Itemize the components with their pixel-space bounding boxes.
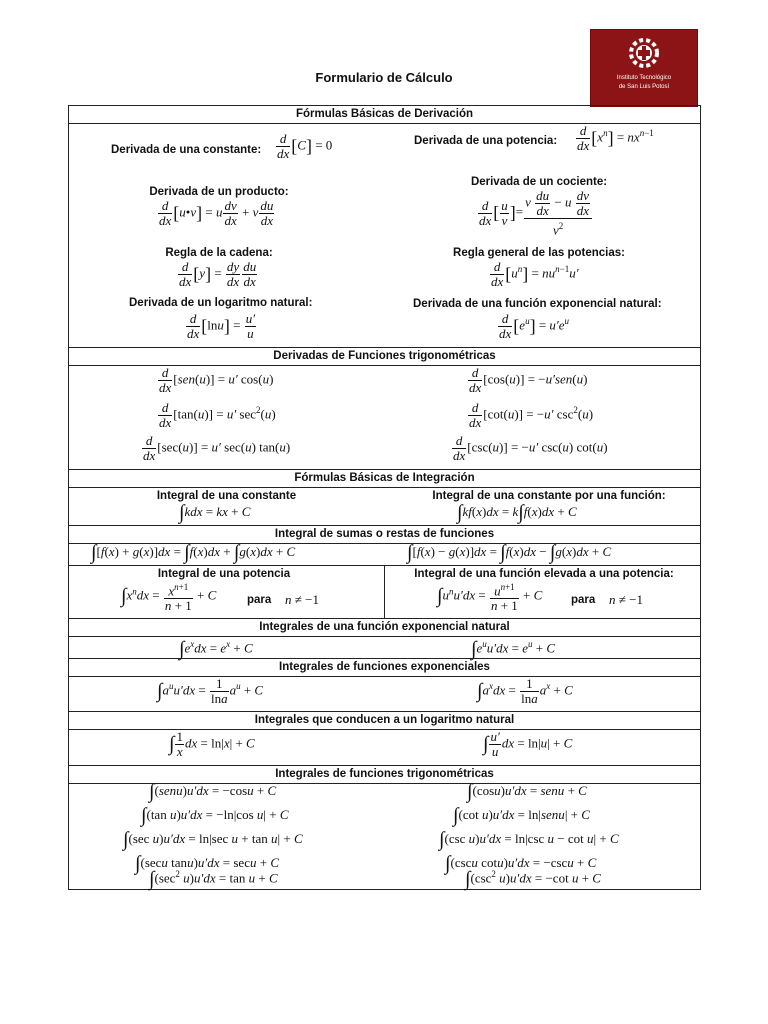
section-exponenciales: Integrales de funciones exponenciales	[279, 661, 490, 673]
section-sumas: Integral de sumas o restas de funciones	[274, 528, 495, 540]
page-title: Formulario de Cálculo	[315, 70, 453, 85]
label-int-constante: Integral de una constante	[156, 490, 297, 502]
formula-d-cot: $\frac{d}{dx}$ [cot(u)] = −u′ $\csc^2(u)$	[469, 400, 594, 430]
formula-int-func-elevada: $\int u^nu'dx$ = $\frac{u^{n+1}}{n + 1}$ + C	[437, 582, 543, 614]
label-gen-potencias: Regla general de las potencias:	[453, 247, 625, 259]
formula-cadena: $\frac{d}{dx}$ [y] = $\frac{dy}{dx}$ $\frac{du}{dx}$	[179, 259, 257, 289]
formula-sheet	[68, 105, 701, 890]
formula-d-tan: $\frac{d}{dx}$ [tan(u)] = u′ $\sec^2(u)$	[159, 400, 276, 430]
gear-logo-icon	[621, 35, 667, 75]
label-cadena: Regla de la cadena:	[165, 247, 273, 259]
formula-logaritmo: $\frac{d}{dx}$ [lnu] = $\frac{u'}{u}$	[187, 311, 256, 341]
formula-int-eu: $\int e^uu'dx = e^u + C$	[471, 637, 556, 660]
institution-logo	[590, 29, 698, 107]
formula-int-ax: $\int a^xdx$ = $\frac{1}{\ln a}$ $a^x + C$	[477, 676, 573, 706]
formula-int-csccot: ∫(cscu cotu)u′dx = −cscu + C	[445, 852, 597, 875]
formula-int-resta: ∫[f(x) − g(x)]dx = ∫f(x)dx − ∫g(x)dx + C	[407, 541, 612, 564]
formula-int-tan: ∫(tan u)u′dx = −ln|cos u| + C	[141, 804, 289, 827]
formula-int-const-funcion: ∫kf(x)dx = k∫f(x)dx + C	[457, 501, 577, 524]
formula-int-constante: ∫kdx = kx + C	[179, 501, 251, 524]
formula-d-sen: $\frac{d}{dx}$ [sen(u)] = u′ cos(u)	[159, 365, 274, 395]
formula-int-sec: ∫(sec u)u′dx = ln|sec u + tan u| + C	[123, 828, 303, 851]
formula-int-potencia: $\int x^ndx$ = $\frac{x^{n+1}}{n + 1}$ + C	[121, 582, 217, 614]
label-para-2: para	[571, 594, 596, 606]
section-derivacion: Fórmulas Básicas de Derivación	[295, 108, 474, 120]
formula-d-csc: $\frac{d}{dx}$ [csc(u)] = −u′ csc(u) cot(u)	[453, 433, 608, 463]
formula-d-cos: $\frac{d}{dx}$ [cos(u)] = −u′sen(u)	[469, 365, 588, 395]
label-cociente: Derivada de un cociente:	[470, 176, 608, 188]
section-logaritmo: Integrales que conducen a un logaritmo natural	[254, 714, 515, 726]
condition-n-2: n ≠ −1	[609, 592, 643, 607]
condition-n-1: n ≠ −1	[285, 592, 319, 607]
formula-int-suma: ∫[f(x) + g(x)]dx = ∫f(x)dx + ∫g(x)dx + C	[91, 541, 296, 564]
logo-text-line2: de San Luis Potosí	[618, 84, 670, 90]
label-int-potencia: Integral de una potencia	[157, 568, 291, 580]
formula-int-up-u: ∫ $\frac{u'}{u}$ dx = ln|u| + C	[483, 729, 573, 759]
label-int-const-funcion: Integral de una constante por una función:	[432, 490, 666, 502]
formula-int-cos: ∫(cosu)u′dx = senu + C	[467, 780, 587, 803]
formula-constante: $\frac{d}{dx}$ [C] = 0	[277, 131, 333, 161]
formula-int-sec2: $\int(\sec^2$ u)u′dx = tan u + C	[149, 867, 278, 890]
label-int-func-elevada: Integral de una función elevada a una potencia:	[414, 568, 674, 580]
formula-int-ex: $\int e^xdx = e^x + C$	[179, 637, 253, 660]
section-trig-deriv: Derivadas de Funciones trigonométricas	[273, 350, 496, 362]
formula-gen-potencias: $\frac{d}{dx}$ $[u^n] = nu^{n-1}u'$	[491, 259, 579, 289]
section-exp-natural: Integrales de una función exponencial natural	[259, 621, 510, 633]
formula-int-sen: ∫(senu)u′dx = −cosu + C	[149, 780, 277, 803]
formula-int-cot: ∫(cot u)u′dx = ln|senu| + C	[453, 804, 590, 827]
formula-producto: $\frac{d}{dx}$ [u•v] = u $\frac{dv}{dx}$ + v $\frac{du}{dx}$	[159, 198, 274, 228]
label-exponencial: Derivada de una función exponencial natural:	[413, 298, 662, 310]
section-integracion: Fórmulas Básicas de Integración	[294, 472, 475, 484]
formula-cociente: $\frac{d}{dx}$ [ $\frac{u}{v}$ ]= v $\frac{du}{dx}$ − u $\frac{dv}{dx}$ $v^2$	[477, 189, 593, 237]
formula-d-sec: $\frac{d}{dx}$ [sec(u)] = u′ sec(u) tan(u)	[143, 433, 291, 463]
label-producto: Derivada de un producto:	[149, 186, 289, 198]
section-trig-int: Integrales de funciones trigonométricas	[275, 768, 494, 780]
logo-text-line1: Instituto Tecnológico	[616, 75, 672, 81]
formula-int-csc: ∫(csc u)u′dx = ln|csc u − cot u| + C	[439, 828, 619, 851]
label-para-1: para	[247, 594, 272, 606]
label-logaritmo: Derivada de un logaritmo natural:	[129, 297, 313, 309]
formula-int-sectan: ∫(secu tanu)u′dx = secu + C	[135, 852, 279, 875]
formula-int-au: $\int a^uu'dx$ = $\frac{1}{\ln a}$ $a^u + C$	[157, 676, 264, 706]
label-potencia: Derivada de una potencia:	[414, 135, 558, 147]
formula-exponencial: $\frac{d}{dx}$ $[e^u] = u'e^u$	[499, 311, 570, 341]
label-constante: Derivada de una constante:	[111, 144, 262, 156]
formula-potencia: $\frac{d}{dx}$ $[x^n] = nx^{n-1}$	[577, 123, 654, 153]
formula-int-csc2: $\int(\csc^2$ u)u′dx = −cot u + C	[465, 867, 601, 890]
formula-int-1x: ∫ $\frac{1}{x}$ dx = ln|x| + C	[169, 729, 255, 759]
